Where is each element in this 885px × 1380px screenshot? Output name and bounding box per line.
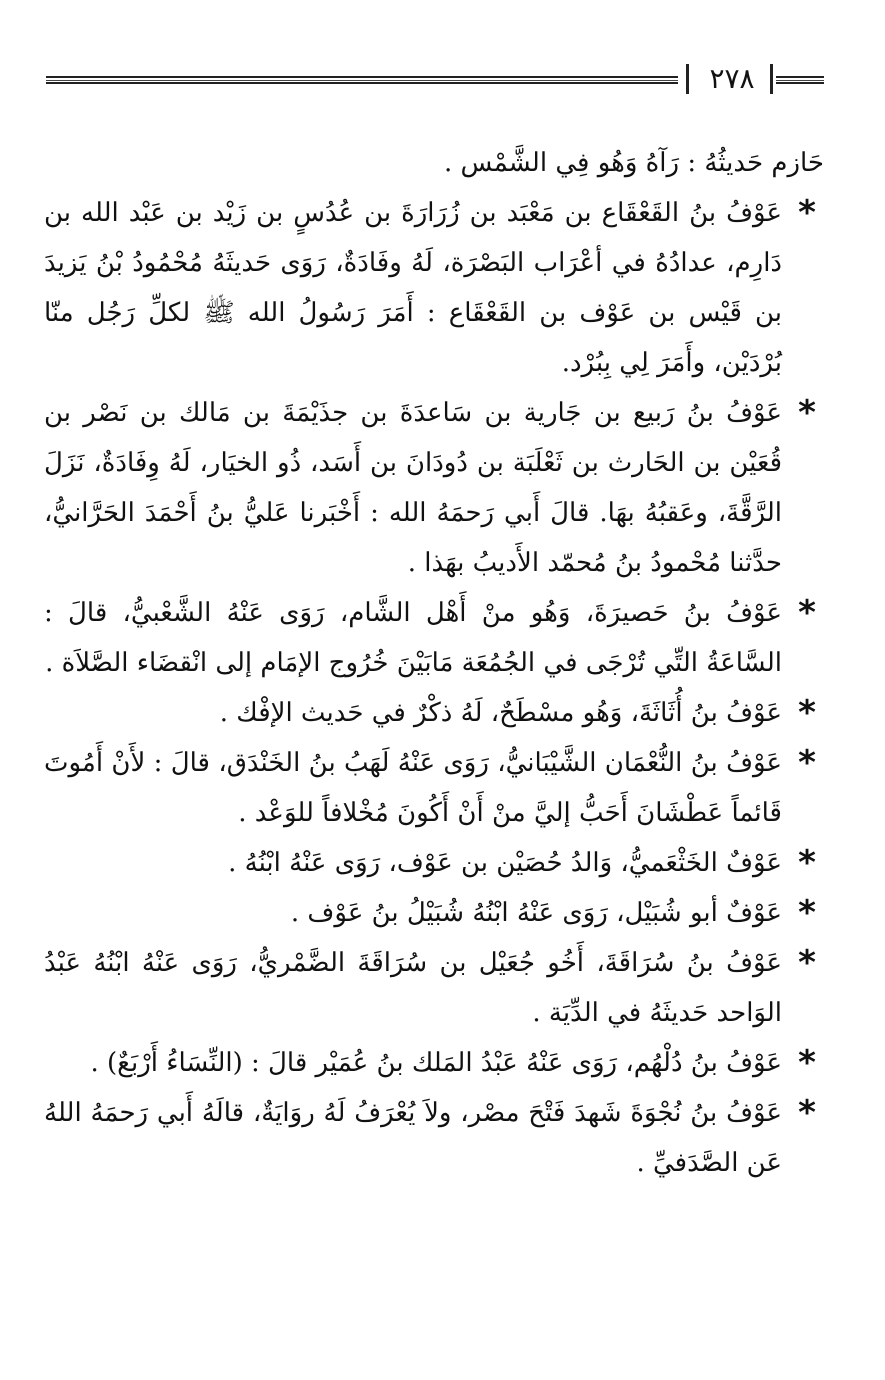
entry	[44, 688, 824, 738]
entry	[44, 588, 824, 688]
asterisk-bullet: *	[798, 393, 816, 433]
opening-paragraph: حَازم حَديثُهُ : رَآهُ وَهُو فِي الشَّمْس .	[444, 148, 824, 178]
entry-text: عَوْفُ بنُ سُرَاقَةَ، أَخُو جُعَيْل بن سُرَاقَةَ الضَّمْريُّ، رَوَى عَنْهُ ابْنُهُ عَبْدُ الوَاحد حَديثَهُ في الدِّيَة .	[44, 948, 782, 1028]
entry-text: عَوْفٌ أبو شُبَيْل، رَوَى عَنْهُ ابْنُهُ شُبَيْلُ بنُ عَوْف .	[290, 898, 782, 928]
entry	[44, 1088, 824, 1188]
entry	[44, 888, 824, 938]
page-header	[46, 62, 822, 96]
asterisk-bullet: *	[798, 843, 816, 883]
entry	[44, 1038, 824, 1088]
entry-text: عَوْفُ بنُ نُجْوَةَ شَهدَ فَتْحَ مصْر، ولاَ يُعْرَفُ لَهُ روَايَةٌ، قالَهُ أَبي رَحمَهُ اللهُ عَن الصَّدَفيِّ .	[44, 1098, 782, 1178]
entry	[44, 738, 824, 838]
entry-text: عَوْفُ بنُ النُّعْمَان الشَّيْبَانيُّ، رَوَى عَنْهُ لَهَبُ بنُ الخَنْدَق، قالَ : لأَنْ أَمُوتَ قَائماً عَطْشَانَ أَحَبُّ إليَّ منْ أَنْ أَكُونَ مُخْلافاً للوَعْد .	[44, 748, 782, 828]
page-number: ٢٧٨	[709, 62, 755, 95]
header-rule-left	[46, 76, 678, 84]
asterisk-bullet: *	[798, 1043, 816, 1083]
header-separator-left	[686, 64, 689, 94]
asterisk-bullet: *	[798, 593, 816, 633]
entry-text: عَوْفُ بنُ دُلْهُم، رَوَى عَنْهُ عَبْدُ المَلك بنُ عُمَيْر قالَ : (النِّسَاءُ أَرْبَعٌ) .	[90, 1048, 782, 1078]
header-separator-right	[770, 64, 773, 94]
asterisk-bullet: *	[798, 893, 816, 933]
asterisk-bullet: *	[798, 193, 816, 233]
entry	[44, 938, 824, 1038]
page-body	[44, 138, 824, 1188]
entry	[44, 188, 824, 388]
entry	[44, 838, 824, 888]
entry-text: عَوْفٌ الخَثْعَميُّ، وَالدُ حُصَيْن بن عَوْف، رَوَى عَنْهُ ابْنُهُ .	[228, 848, 782, 878]
asterisk-bullet: *	[798, 693, 816, 733]
entry-text: عَوْفُ بنُ القَعْقَاع بن مَعْبَد بن زُرَارَةَ بن عُدُسٍ بن زَيْد بن عَبْد الله بن دَارِم، عدادُهُ في أعْرَاب البَصْرَة، لَهُ وفَادَةٌ، رَوَى حَديثَهُ مُحْمُودُ بْنُ يَزيدَ بن قَيْس بن عَوْف بن القَعْقَاع : أَمَرَ رَسُولُ الله ﷺ لكلِّ رَجُل منّا بُرْدَيْن، وأَمَرَ لِي بِبُرْد.	[44, 198, 782, 378]
asterisk-bullet: *	[798, 943, 816, 983]
entry	[44, 388, 824, 588]
header-rule-right	[776, 76, 824, 84]
entry-text: عَوْفُ بنُ أُثَاثَةَ، وَهُو مسْطَحٌ، لَهُ ذكْرٌ في حَديث الإفْك .	[219, 698, 782, 728]
asterisk-bullet: *	[798, 743, 816, 783]
asterisk-bullet: *	[798, 1093, 816, 1133]
entry-text: عَوْفُ بنُ رَبيع بن جَارية بن سَاعدَةَ بن جذَيْمَةَ بن مَالك بن نَصْر بن قُعَيْن بن الحَارث بن ثَعْلَبَة بن دُودَانَ بن أَسَد، ذُو الخيَار، لَهُ وِفَادَةٌ، نَزَلَ الرَّقَّةَ، وعَقبُهُ بهَا. قالَ أَبي رَحمَهُ الله : أَخْبَرنا عَليُّ بنُ أَحْمَدَ الحَرَّانيُّ، حدَّثنا مُحْمودُ بنُ مُحمّد الأَديبُ بهَذا .	[44, 398, 782, 578]
entry-text: عَوْفُ بنُ حَصيرَةَ، وَهُو منْ أَهْل الشَّام، رَوَى عَنْهُ الشَّعْبيُّ، قالَ : السَّاعَةُ التِّي تُرْجَى في الجُمُعَة مَابَيْنَ خُرُوج الإمَام إلى انْقضَاء الصَّلاَة .	[44, 598, 782, 678]
